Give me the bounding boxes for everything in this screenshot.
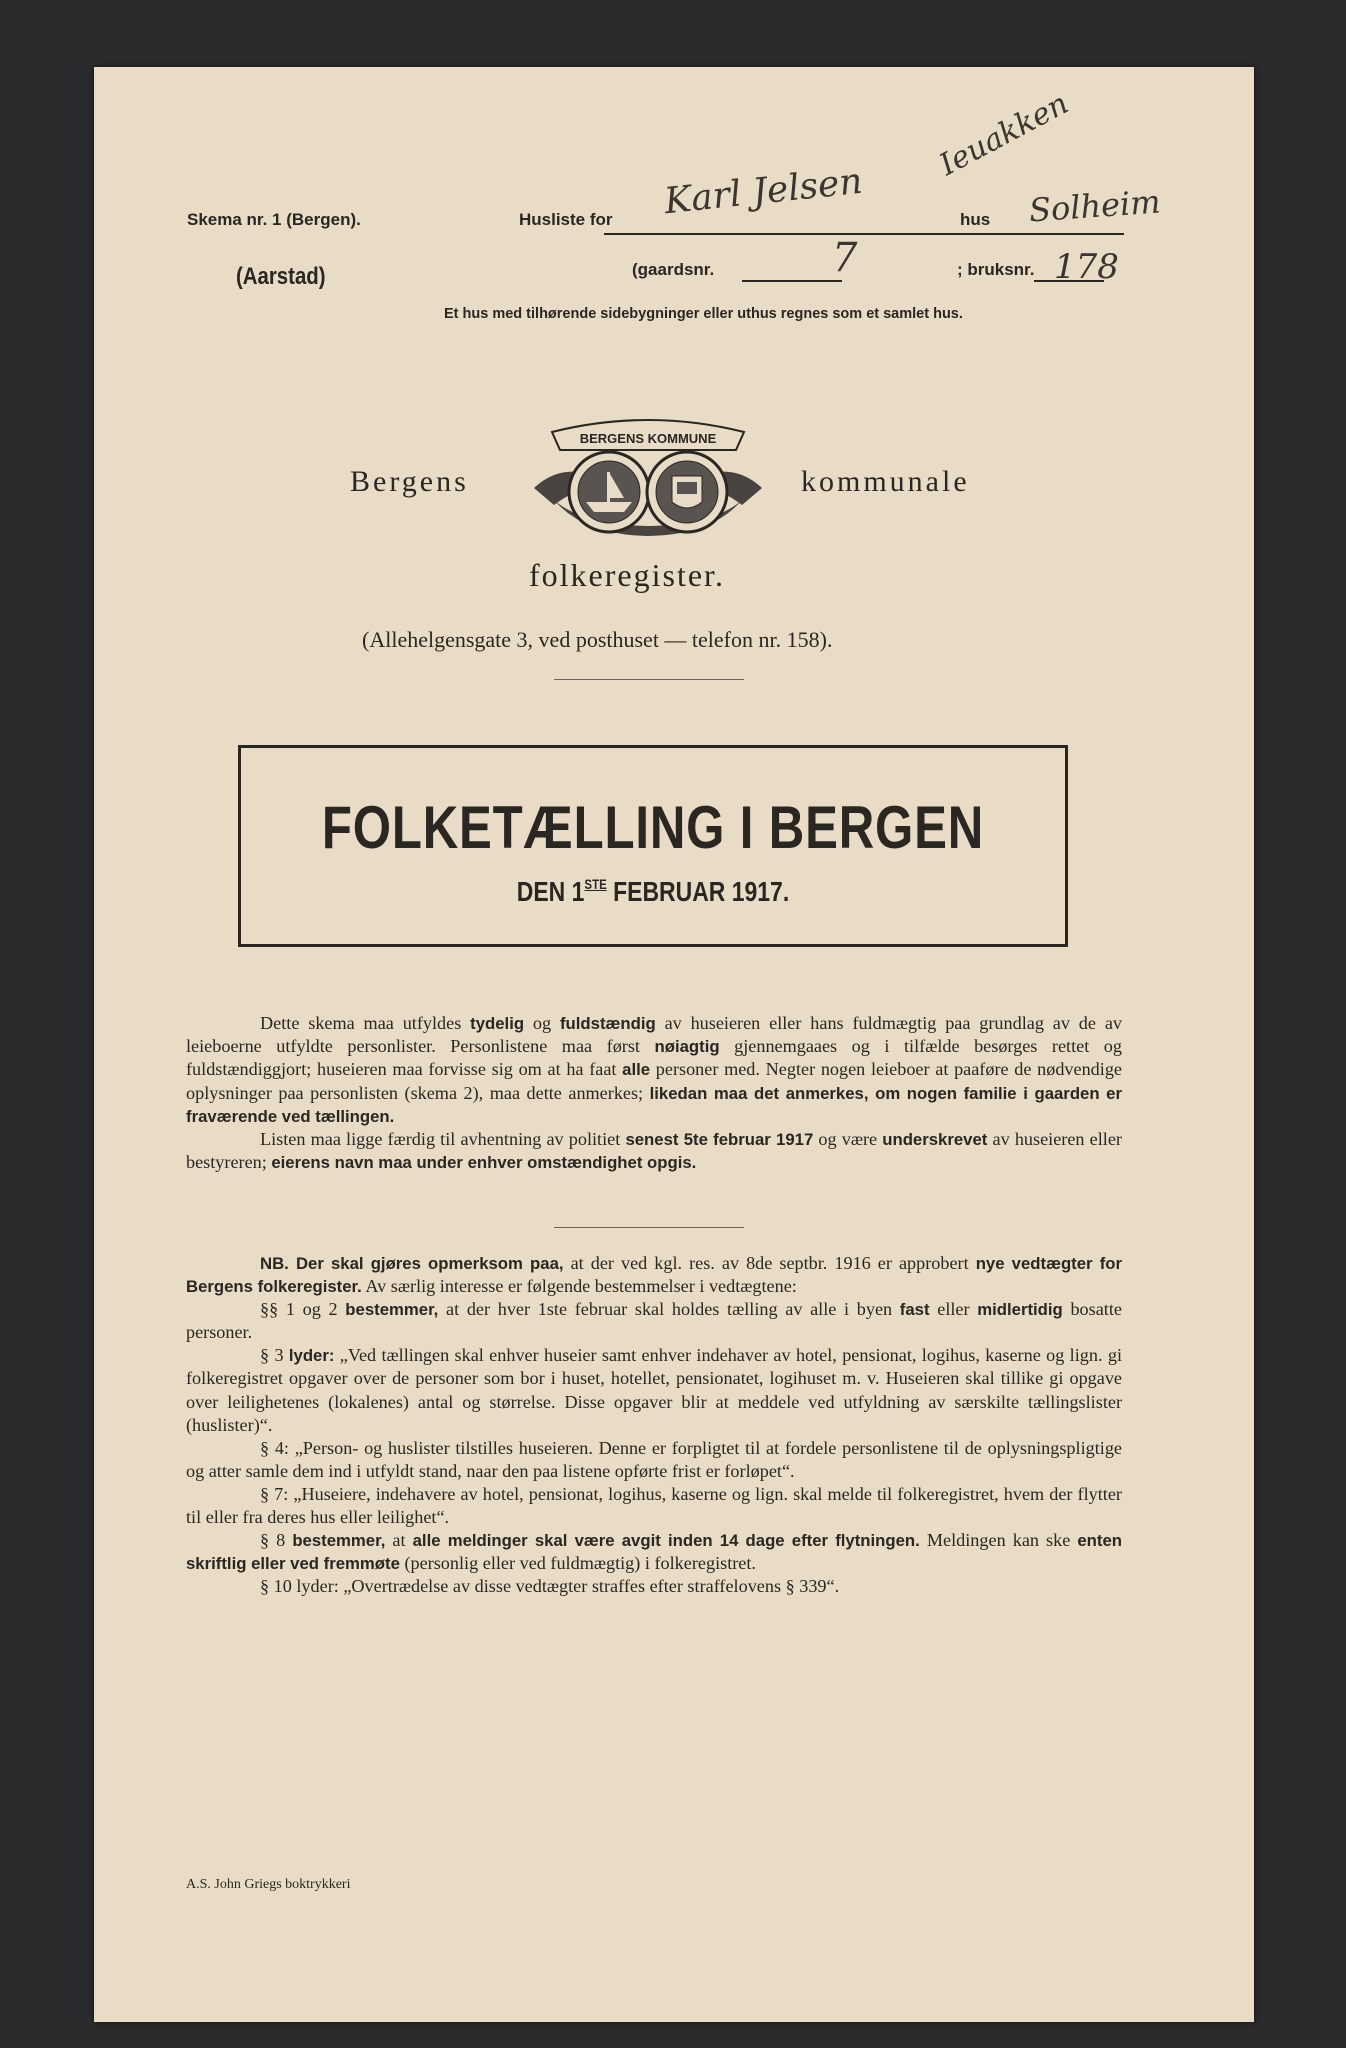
owner-handwriting: Karl Jelsen (662, 160, 865, 223)
text-span: at der hver 1ste februar skal holdes tælling av alle i byen (438, 1299, 900, 1320)
text-span: av huseieren eller hans fuldmægtig paa grundlag av de av leieboerne utfyldte personlister. Personlistene maa først (186, 1013, 1122, 1057)
bold-span: fast (899, 1300, 930, 1320)
owner-underline (604, 233, 1124, 235)
bold-span: alle (622, 1060, 651, 1080)
bold-span: senest 5te februar 1917 (625, 1130, 814, 1150)
nb-paragraph: § 4: „Person- og huslister tilstilles huseieren. Denne er forpligtet til at fordele personlistene til de oplysningspligtige og atter samle dem ind i utfyldt stand, naar den paa listene opførte frist er forløpet“. (186, 1437, 1122, 1481)
masthead-left: Bergens (350, 465, 469, 498)
nb-paragraph (186, 1344, 1122, 1436)
nb-paragraph (186, 1298, 1122, 1344)
text-span: eller (929, 1299, 978, 1320)
nb-regulations-text (186, 1252, 1122, 1598)
bold-span: nye vedtægter for Bergens folkeregister. (186, 1254, 1123, 1297)
emblem-ribbon-text: BERGENS KOMMUNE (579, 431, 717, 446)
census-title: FOLKETÆLLING I BERGEN (321, 794, 985, 861)
census-date-sup: STE (584, 876, 607, 892)
text-span: § 8 (260, 1530, 293, 1551)
bold-span: eierens navn maa under enhver omstændighet opgis. (271, 1153, 697, 1173)
divider-rule (554, 1227, 744, 1228)
text-span: av huseieren eller bestyreren; (186, 1129, 1122, 1173)
bold-span: midlertidig (977, 1300, 1063, 1320)
bold-span: nøiagtig (654, 1037, 720, 1057)
text-span: §§ 1 og 2 (260, 1299, 346, 1320)
gaardsnr-underline (742, 280, 842, 282)
text-span: at (385, 1530, 413, 1551)
text-span: Av særlig interesse er følgende bestemmelser i vedtægtene: (361, 1276, 797, 1297)
husliste-label: Husliste for (519, 210, 613, 229)
instruction-paragraph-1 (186, 1012, 1122, 1128)
gaardsnr-value: 7 (832, 235, 858, 281)
bold-span: likedan maa det anmerkes, om nogen familie i gaarden er fraværende ved tællingen. (186, 1083, 1122, 1126)
bruksnr-value: 178 (1054, 247, 1119, 287)
census-date-suffix: FEBRUAR 1917. (606, 876, 790, 907)
masthead-bottom: folkeregister. (529, 557, 725, 593)
district-label: (Aarstad) (236, 263, 326, 290)
nb-paragraph: § 7: „Huseiere, indehavere av hotel, pensionat, logihus, kaserne og lign. skal melde til folkeregistret, hvem der flytter til eller fra deres hus eller leilighet“. (186, 1483, 1122, 1528)
bold-span: alle meldinger skal være avgit inden 14 dage efter flytningen. (412, 1531, 920, 1551)
census-date (315, 876, 991, 908)
instruction-paragraph-2 (186, 1128, 1122, 1174)
office-address: (Allehelgensgate 3, ved posthuset — telefon nr. 158). (362, 627, 833, 652)
divider-rule (554, 679, 744, 680)
bold-span: tydelig (470, 1014, 525, 1033)
text-span: Listen maa ligge færdig til avhentning av politiet (260, 1129, 626, 1150)
printer-credit: A.S. John Griegs boktrykkeri (186, 1877, 351, 1892)
text-span: Dette skema maa utfyldes (260, 1013, 471, 1033)
bruksnr-label: ; bruksnr. (957, 260, 1035, 279)
census-date-prefix: DEN 1 (516, 876, 585, 907)
schema-number: Skema nr. 1 (Bergen). (187, 210, 361, 229)
text-span: Meldingen kan ske (919, 1530, 1078, 1551)
text-span: § 3 (260, 1345, 289, 1366)
hus-name-handwriting: Solheim (1027, 182, 1162, 230)
hus-label: hus (960, 210, 991, 229)
instructions-text (186, 1012, 1122, 1174)
text-span: og være (813, 1129, 883, 1150)
bold-span: lyder: (288, 1346, 335, 1366)
bold-span: NB. Der skal gjøres opmerksom paa, (260, 1254, 564, 1273)
bold-span: enten skriftlig eller ved fremmøte (186, 1531, 1122, 1574)
text-span: personer med. Negter nogen leieboer at paaføre de nødvendige oplysninger paa personlisten (skema 2), maa dette anmerkes; (186, 1059, 1122, 1103)
text-span: „Ved tællingen skal enhver huseier samt enhver indehaver av hotel, pensionat, logihus, kaserne og lign. gi folkeregistret opgaver over de personer som bor i huset, hotellet, pensionatet, logihuset m. v. Huseieren skal tillike gi opgave over leilighetenes (lokalenes) antal og størrelse. Disse opgaver blir at meddele ved utfyldning av særskilte tællingslister (huslister)“. (186, 1345, 1122, 1435)
bold-span: bestemmer, (292, 1531, 386, 1551)
gaardsnr-label: (gaardsnr. (632, 260, 715, 279)
nb-paragraph (186, 1529, 1122, 1575)
census-form-page (94, 67, 1254, 2022)
house-definition-note: Et hus med tilhørende sidebygninger eller uthus regnes som et samlet hus. (444, 306, 963, 322)
bold-span: underskrevet (882, 1130, 988, 1150)
text-span: (personlig eller ved fuldmægtig) i folkeregistret. (399, 1553, 756, 1574)
text-span: at der ved kgl. res. av 8de septbr. 1916 er approbert (563, 1253, 976, 1273)
bergen-coat-of-arms-emblem (524, 410, 772, 540)
nb-paragraph: § 10 lyder: „Overtrædelse av disse vedtægter straffes efter straffelovens § 339“. (260, 1576, 840, 1597)
hus-extra-handwriting: Ieuakken (933, 86, 1075, 183)
text-span: gjennemgaaes og i tilfælde besørges rettet og fuldstændiggjort; huseieren maa forvisse sig om at ha faat (186, 1036, 1122, 1080)
bold-span: bestemmer, (345, 1300, 439, 1320)
nb-paragraph (186, 1252, 1122, 1298)
text-span: og (524, 1013, 560, 1033)
bold-span: fuldstændig (559, 1014, 656, 1033)
title-box (238, 745, 1068, 947)
text-span: bosatte personer. (186, 1299, 1122, 1343)
masthead-right: kommunale (801, 465, 970, 498)
